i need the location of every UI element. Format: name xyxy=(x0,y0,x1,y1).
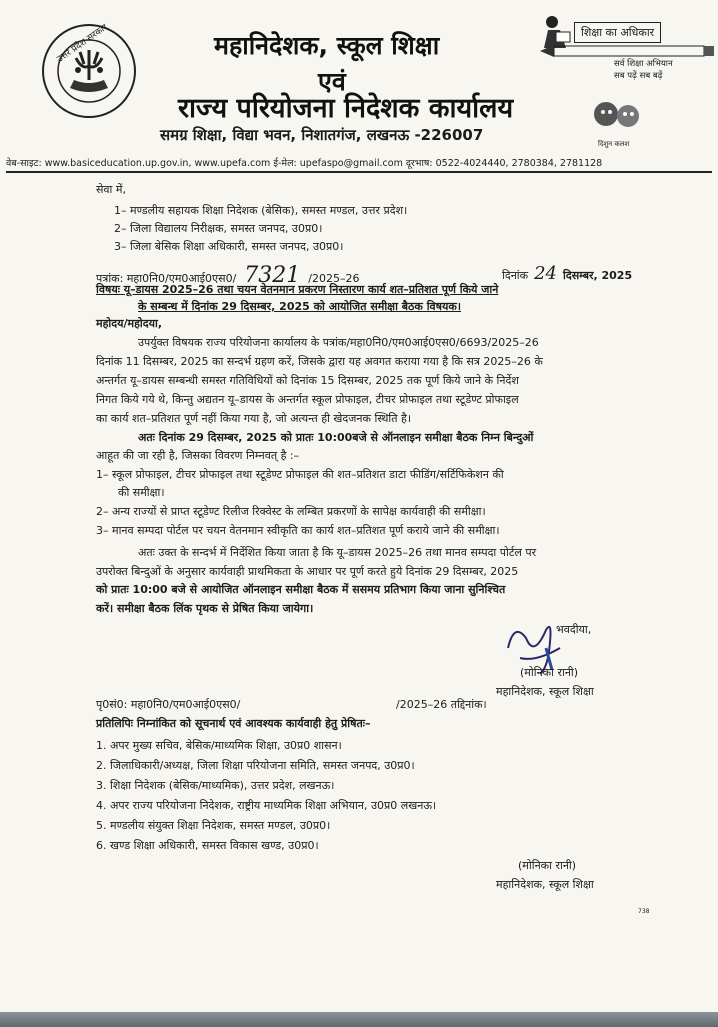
subject-line-2: के सम्बन्ध में दिनांक 29 दिसम्बर, 2025 को आयोजित समीक्षा बैठक विषयक। xyxy=(138,300,462,313)
subject-line-1: विषयः यू–डायस 2025–26 तथा चयन वेतनमान प्रकरण निस्तारण कार्य शत–प्रतिशत पूर्ण किये जाने xyxy=(96,283,499,296)
photo-edge xyxy=(0,1012,718,1027)
letter-day: 24 xyxy=(534,263,557,284)
para1-line: निगत किये गये थे, किन्तु अद्यतन यू–डायस के अन्तर्गत स्कूल प्रोफाइल, टीचर प्रोफाइल तथा स्टूडेण्ट प्रोफाइल xyxy=(96,393,519,406)
dinank xyxy=(502,263,632,284)
addressee-item: 3– जिला बेसिक शिक्षा अधिकारी, समस्त जनपद, उ0प्र0। xyxy=(114,240,344,253)
copy-signatory-designation: महानिदेशक, स्कूल शिक्षा xyxy=(496,878,594,891)
addressee-item: 2– जिला विद्यालय निरीक्षक, समस्त जनपद, उ0प्र0। xyxy=(114,222,323,235)
copy-signatory-name: (मोनिका रानी) xyxy=(518,859,577,872)
patrank-prefix: पत्रांक: महा0नि0/एम0आई0एस0/ xyxy=(96,272,237,285)
rte-tagline-1: सर्व शिक्षा अभियान xyxy=(614,59,673,69)
copy-heading: प्रतिलिपिः निम्नांकित को सूचनार्थ एवं आवश्यक कार्यवाही हेतु प्रेषितः– xyxy=(96,717,371,730)
para3-line: को प्रातः 10:00 बजे से आयोजित ऑनलाइन समीक्षा बैठक में ससमय प्रतिभाग किया जाना सुनिश्चित xyxy=(96,583,506,596)
para3-line: अतः उक्त के सन्दर्भ में निर्देशित किया जाता है कि यू–डायस 2025–26 तथा मानव सम्पदा पोर्टल पर xyxy=(138,546,537,559)
header-line-1: महानिदेशक, स्कूल शिक्षा xyxy=(214,31,440,60)
para1-line: अन्तर्गत यू–डायस सम्बन्धी समस्त गतिविधियों को दिनांक 15 दिसम्बर, 2025 तक पूर्ण किये जाने के निर्देश xyxy=(96,374,519,387)
point-item: 2– अन्य राज्यों से प्राप्त स्टूडेण्ट रिलीज रिक्वेस्ट के लम्बित प्रकरणों के सापेक्ष कार्यवाही की समीक्षा। xyxy=(96,505,486,518)
rte-title: शिक्षा का अधिकार xyxy=(574,22,661,43)
contact-line: वेब-साइट: www.basiceducation.up.gov.in, www.upefa.com ई-मेल: upefaspo@gmail.com दूरभाष: 0522-4024440, 2780384, 2781128 xyxy=(6,158,603,169)
para2-line: आहूत की जा रही है, जिसका विवरण निम्नवत् है :– xyxy=(96,449,300,462)
point-item: की समीक्षा। xyxy=(118,486,165,499)
seva-mein: सेवा में, xyxy=(96,183,126,196)
para1-line: का कार्य शत–प्रतिशत पूर्ण नहीं किया गया है, जो अत्यन्त ही खेदजनक स्थिति है। xyxy=(96,412,412,425)
para3-line: उपरोक्त बिन्दुओं के अनुसार कार्यवाही प्राथमिकता के आधार पर पूर्ण करते हुये दिनांक 29 दिसम्बर, 2025 xyxy=(96,565,519,578)
para1-line: उपर्युक्त विषयक राज्य परियोजना कार्यालय के पत्रांक/महा0नि0/एम0आई0एस0/6693/2025–26 xyxy=(138,336,539,349)
para3-line: करें। समीक्षा बैठक लिंक पृथक से प्रेषित किया जायेगा। xyxy=(96,602,314,615)
point-item: 3– मानव सम्पदा पोर्टल पर चयन वेतनमान स्वीकृति का कार्य शत–प्रतिशत पूर्ण कराये जाने की समीक्षा। xyxy=(96,524,500,537)
letter-number: 7321 xyxy=(244,263,301,288)
para1-line: दिनांक 11 दिसम्बर, 2025 का सन्दर्भ ग्रहण करें, जिसके द्वारा यह अवगत कराया गया है कि सत्र 2025–26 के xyxy=(96,355,543,368)
copy-ref-prefix: पृ0सं0: महा0नि0/एम0आई0एस0/ xyxy=(96,698,241,711)
header-line-3: राज्य परियोजना निदेशक कार्यालय xyxy=(178,93,514,124)
header-divider xyxy=(6,171,712,173)
signatory-designation: महानिदेशक, स्कूल शिक्षा xyxy=(496,685,594,698)
copy-item: 5. मण्डलीय संयुक्त शिक्षा निदेशक, समस्त मण्डल, उ0प्र0। xyxy=(96,819,331,832)
mascot-caption: दिशुन कलश xyxy=(598,140,630,148)
seal-text: उत्तर प्रदेश सरकार xyxy=(55,22,110,65)
rte-tagline-2: सब पढ़ें सब बढ़ें xyxy=(614,71,663,81)
copy-item: 1. अपर मुख्य सचिव, बेसिक/माध्यमिक शिक्षा, उ0प्र0 शासन। xyxy=(96,739,342,752)
header-line-2: एवं xyxy=(318,67,346,96)
letter-month-year: दिसम्बर, 2025 xyxy=(563,269,633,282)
addressee-item: 1– मण्डलीय सहायक शिक्षा निदेशक (बेसिक), समस्त मण्डल, उत्तर प्रदेश। xyxy=(114,204,408,217)
copy-item: 6. खण्ड शिक्षा अधिकारी, समस्त विकास खण्ड, उ0प्र0। xyxy=(96,839,319,852)
header-address: समग्र शिक्षा, विद्या भवन, निशातगंज, लखनऊ -226007 xyxy=(160,126,484,144)
mascot-icon xyxy=(588,94,648,138)
pencil-icon xyxy=(540,44,716,58)
bhavadiya: भवदीया, xyxy=(556,623,592,636)
para2-line: अतः दिनांक 29 दिसम्बर, 2025 को प्रातः 10:00बजे से ऑनलाइन समीक्षा बैठक निम्न बिन्दुओं xyxy=(138,431,534,444)
copy-ref-suffix: /2025–26 तद्दिनांक। xyxy=(396,698,487,711)
page-number: 738 xyxy=(638,908,650,915)
dinank-label: दिनांक xyxy=(502,269,529,282)
point-item: 1– स्कूल प्रोफाइल, टीचर प्रोफाइल तथा स्टूडेण्ट प्रोफाइल की शत–प्रतिशत डाटा फीडिंग/सर्टिफिकेशन की xyxy=(96,468,504,481)
copy-item: 3. शिक्षा निदेशक (बेसिक/माध्यमिक), उत्तर प्रदेश, लखनऊ। xyxy=(96,779,335,792)
copy-item: 2. जिलाधिकारी/अध्यक्ष, जिला शिक्षा परियोजना समिति, समस्त जनपद, उ0प्र0। xyxy=(96,759,415,772)
letter-year: /2025–26 xyxy=(308,272,360,285)
signatory-name: (मोनिका रानी) xyxy=(520,666,579,679)
salutation: महोदय/महोदया, xyxy=(96,317,163,330)
copy-item: 4. अपर राज्य परियोजना निदेशक, राष्ट्रीय माध्यमिक शिक्षा अभियान, उ0प्र0 लखनऊ। xyxy=(96,799,437,812)
